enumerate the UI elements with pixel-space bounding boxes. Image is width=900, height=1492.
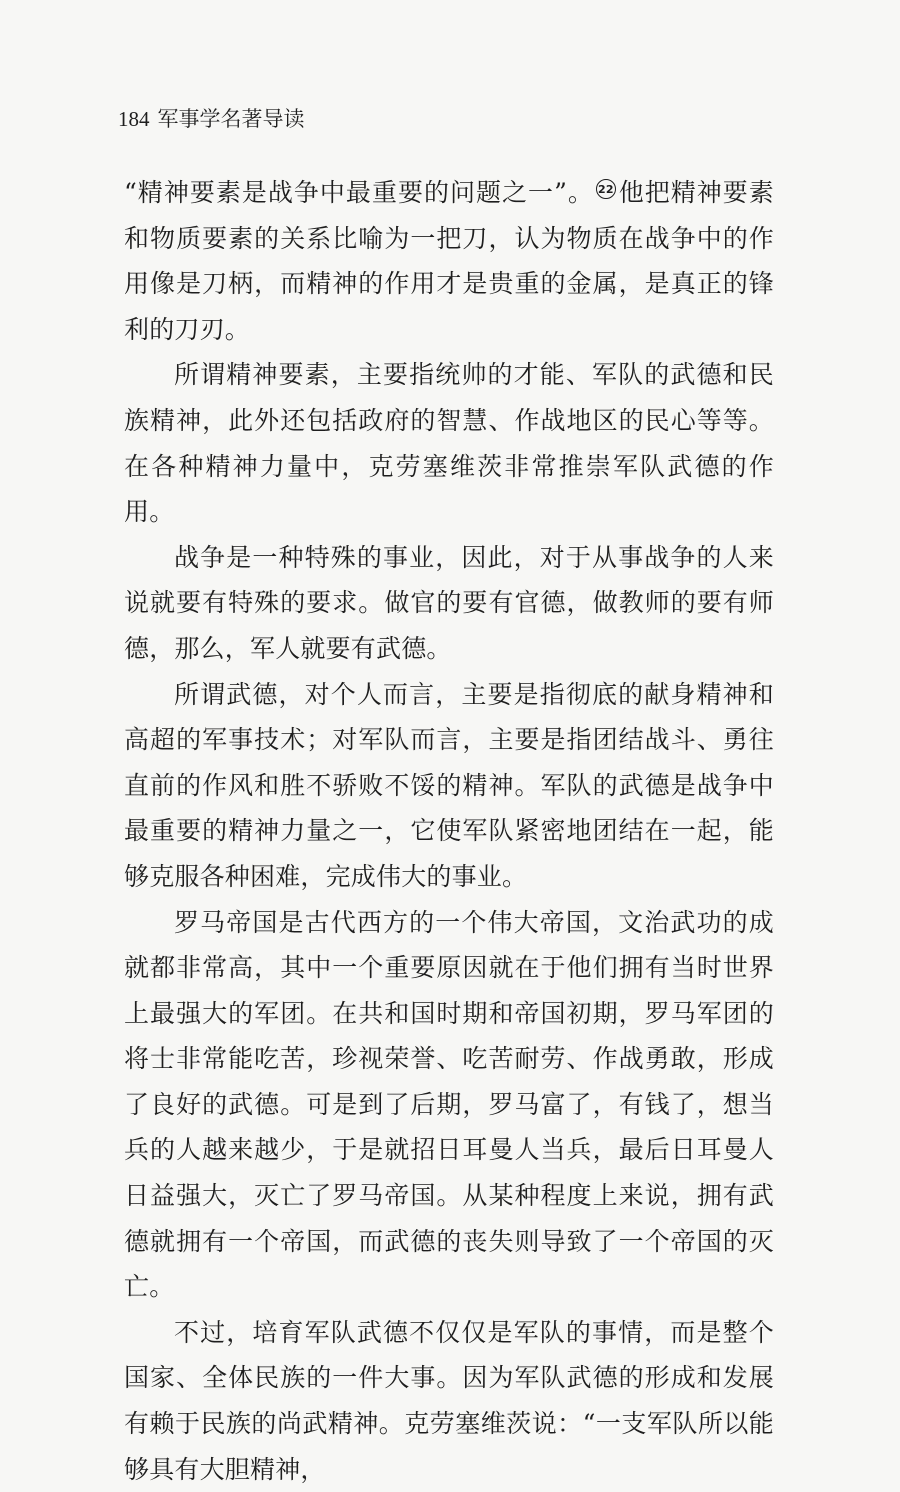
paragraph-5: 罗马帝国是古代西方的一个伟大帝国，文治武功的成就都非常高，其中一个重要原因就在于他们拥有当时世界上最强大的军团。在共和国时期和帝国初期，罗马军团的将士非常能吃苦，珍视荣誉、吃苦耐劳、作战勇敢，形成了良好的武德。可是到了后期，罗马富了，有钱了，想当兵的人越来越少，于是就招日耳曼人当兵，最后日耳曼人日益强大，灭亡了罗马帝国。从某种程度上来说，拥有武德就拥有一个帝国，而武德的丧失则导致了一个帝国的灭亡。 [124,907,774,1302]
footnote-marker: 22 [596,179,616,199]
paragraph-1 [124,170,774,352]
running-header [118,104,305,134]
body-text [124,170,774,1492]
page-number: 184 [118,107,150,131]
paragraph-6: 不过，培育军队武德不仅仅是军队的事情，而是整个国家、全体民族的一件大事。因为军队武德的形成和发展有赖于民族的尚武精神。克劳塞维茨说：“一支军队所以能够具有大胆精神， [124,1317,774,1484]
paragraph-4: 所谓武德，对个人而言，主要是指彻底的献身精神和高超的军事技术；对军队而言，主要是指团结战斗、勇往直前的作风和胜不骄败不馁的精神。军队的武德是战争中最重要的精神力量之一，它使军队紧密地团结在一起，能够克服各种困难，完成伟大的事业。 [124,679,774,891]
paragraph-1-rest: 他把精神要素和物质要素的关系比喻为一把刀，认为物质在战争中的作用像是刀柄，而精神的作用才是贵重的金属，是真正的锋利的刀刃。 [124,178,774,344]
book-title: 军事学名著导读 [157,107,305,131]
paragraph-1-quote: “精神要素是战争中最重要的问题之一”。 [124,178,594,207]
paragraph-3: 战争是一种特殊的事业，因此，对于从事战争的人来说就要有特殊的要求。做官的要有官德，做教师的要有师德，那么，军人就要有武德。 [124,542,774,663]
paragraph-2: 所谓精神要素，主要指统帅的才能、军队的武德和民族精神，此外还包括政府的智慧、作战地区的民心等等。在各种精神力量中，克劳塞维茨非常推崇军队武德的作用。 [124,360,774,527]
